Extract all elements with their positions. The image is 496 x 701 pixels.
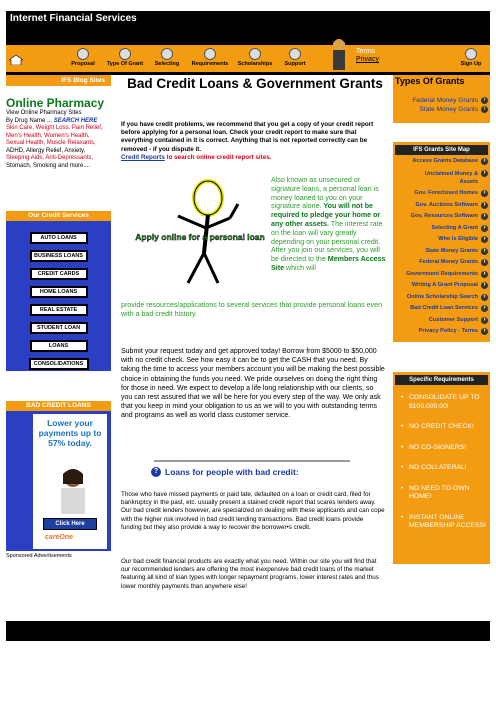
student-loan-button[interactable]: STUDENT LOAN [30,322,88,334]
members-access-link[interactable]: Members Access Site [271,255,386,272]
nav-requirements[interactable]: Requirements [187,45,233,72]
site-map-link[interactable]: Gov. Foreclosed Homes › [393,190,490,197]
question-icon: ? [151,467,161,477]
requirement-item: • NO COLLATERAL! [401,464,486,473]
site-map-link[interactable]: Government Requirements › [393,271,490,278]
privacy-link[interactable]: Privacy [356,56,379,63]
pharmacy-title: Online Pharmacy [6,96,105,110]
nav-sign-up[interactable]: Sign Up [454,45,488,72]
federal-money-grants-link[interactable]: Federal Money Grants › [393,96,490,105]
pharmacy-search-link[interactable]: SEARCH HERE [53,117,98,124]
careone-logo: careOne [45,534,74,541]
pharmacy-line: ADHD, Allergy Relief, Anxiety, [6,147,86,154]
pharmacy-line: Men's Health, Women's Health, [6,132,90,139]
main-nav [6,45,490,72]
loans-heading: ? Loans for people with bad credit: [151,467,299,477]
site-map-link[interactable]: Bad Credit Loan Services › [393,305,490,312]
state-money-grants-link[interactable]: State Money Grants › [393,105,490,114]
page-title: Bad Credit Loans & Government Grants [127,76,383,91]
auto-loans-button[interactable]: AUTO LOANS [30,232,88,244]
pharmacy-ad[interactable] [6,96,111,170]
credit-cards-button[interactable]: CREDIT CARDS [30,268,88,280]
site-map-link[interactable]: Customer Support › [393,317,490,324]
personal-loan-text-cont: provide resources/applications to several services that provide personal loans even with a bad credit history. [121,301,383,318]
nav-type-of-grant[interactable]: Type Of Grant [102,45,148,72]
bad-credit-paragraph: Those who have missed payments or paid late, defaulted on a loan or credit card, filed for bankruptcy in the past, etc. usually present a stained credit report that scares lenders away. Our bad credit lenders however, are specialized on dealing with these applicants and can cope with the higher risk involved in bad credit lending transactions. Bad credit loans provide funding but they also provide a way to recover the borrower•s credit. [121,491,385,531]
sponsored-label: Sponsored Advertisements [6,553,72,559]
intro-text: If you have credit problems, we recommend that you get a copy of your credit report before applying for a personal loan. Check your credit report to make sure that everything contained in it is correct. Anything that is not reported correctly can be removed - if you dispute it. Credit Reports to search online credit report sites. [121,121,374,161]
home-loans-button[interactable]: HOME LOANS [30,286,88,298]
loans-button[interactable]: LOANS [30,340,88,352]
bad-credit-ad[interactable] [6,401,111,551]
site-map-link[interactable]: Writing A Grant Proposal › [393,282,490,289]
site-map-panel [393,142,490,342]
site-map-title: IFS Grants Site Map [395,145,488,155]
pharmacy-line: Skin Care, Weight Loss, Pain Relief, [6,125,103,131]
site-map-link[interactable]: State Money Grants › [393,248,490,255]
person-image [329,37,349,72]
click-here-button[interactable]: Click Here [43,518,97,530]
pharmacy-line: Sleeping Aids, Anti-Depressants, [6,155,94,161]
types-of-grants-panel [393,75,490,123]
consolidations-button[interactable]: CONSOLIDATIONS [29,358,89,370]
pharmacy-line: Stomach, Smoking and more.... [6,162,91,169]
site-map-link[interactable]: Federal Money Grants › [393,259,490,266]
proposal-icon [77,48,89,60]
pharmacy-line: Sexual Health, Muscle Relaxants, [6,140,96,146]
requirement-item: • NO CREDIT CHECK! [401,423,486,432]
credit-services-panel [6,211,111,371]
types-of-grants-title: Types Of Grants [395,76,465,86]
grant-icon [119,48,131,60]
site-map-link[interactable]: Unclaimed Money & Assets › [393,170,490,186]
submit-paragraph: Submit your request today and get approved today! Borrow from $5000 to $50,000 with no credit check. See how easy it can be to get the CASH that you need. By taking the time to access your members account you will be making the best possible choice in obtaining the funds you need. We pride ourselves on doing the right thing for those in need. We expect to develop a life long relationship with our clients, so you can rest assured that we will be here for you every step of the way. We only ask that you keep in mind your obligation to us as we will to you with outstanding terms and programs as well as world class customer service. [121,348,385,420]
business-loans-button[interactable]: BUSINESS LOANS [30,250,88,262]
site-map-link[interactable]: Gov. Auctions Software › [393,202,490,209]
personal-loan-text: Also known as unsecured or signature loans, a personal loan is money loaned to you on your signature alone. You will not be required to pledge your home or any other assets. The interest rate on the loan will vary greatly depending on your personal credit. After you join our services, you will be directed to the Members Access Site which will [271,176,386,272]
woman-image [53,464,93,514]
pharmacy-search-line: By Drug Name ... SEARCH HERE [6,117,98,124]
requirements-icon [204,48,216,60]
bad-credit-paragraph-2: Our bad credit financial products are exactly what you need. Within our site you will find that our recommended lenders are offering the most inexpensive bad credit loans of the market featuring all kind of loan types with longer repayment programs, lower interest rates and thus lower monthly payments than anywhere else! [121,558,379,590]
support-icon [289,48,301,60]
nav-support[interactable]: Support [277,45,313,72]
specific-requirements-panel [393,372,490,564]
stickman-caption: Apply online for a personal loan [135,232,265,242]
left-column [6,75,111,86]
credit-reports-link[interactable]: Credit Reports [121,153,165,161]
specific-requirements-title: Specific Requirements [395,375,488,385]
site-map-link[interactable]: Selecting A Grant › [393,225,490,232]
site-title: Internet Financial Services [10,13,137,24]
ad-headline: Lower your payments up to 57% today. [38,418,102,448]
requirement-item: • INSTANT ONLINE MEMBERSHIP ACCESS! [401,514,486,531]
requirement-item: • NO CO-SIGNERS! [401,444,486,453]
section-divider [154,460,350,462]
site-map-link[interactable]: Who Is Eligible › [393,236,490,243]
sign-up-icon [465,48,477,60]
requirement-item: • CONSOLIDATE UP TO $100,000.00! [401,394,486,411]
terms-link[interactable]: Terms [356,48,376,55]
home-icon[interactable] [9,55,23,65]
selecting-icon [161,48,173,60]
credit-services-title: Our Credit Services [6,211,111,221]
nav-scholarships[interactable]: Scholarships [233,45,277,72]
pharmacy-view: View Online Pharmacy Sites [6,110,82,116]
stickman-illustration[interactable] [130,178,270,288]
real-estate-button[interactable]: REAL ESTATE [30,304,88,316]
site-footer [6,621,490,641]
scholarships-icon [249,48,261,60]
site-map-link[interactable]: Privacy Policy - Terms › [393,328,490,335]
site-map-link[interactable]: Access Grants Database › [393,158,490,165]
careone-ad[interactable] [33,414,107,549]
requirement-item: • NO NEED TO OWN HOME! [401,485,486,502]
bad-credit-title: BAD CREDIT LOANS [6,401,111,411]
site-map-link[interactable]: Online Scholarship Search › [393,294,490,301]
site-map-link[interactable]: Gov. Resources Software › [393,213,490,220]
nav-proposal[interactable]: Proposal [63,45,103,72]
blog-sites-bar[interactable]: IFS Blog Sites [6,75,111,86]
nav-selecting[interactable]: Selecting [147,45,187,72]
terms-privacy [356,48,379,64]
